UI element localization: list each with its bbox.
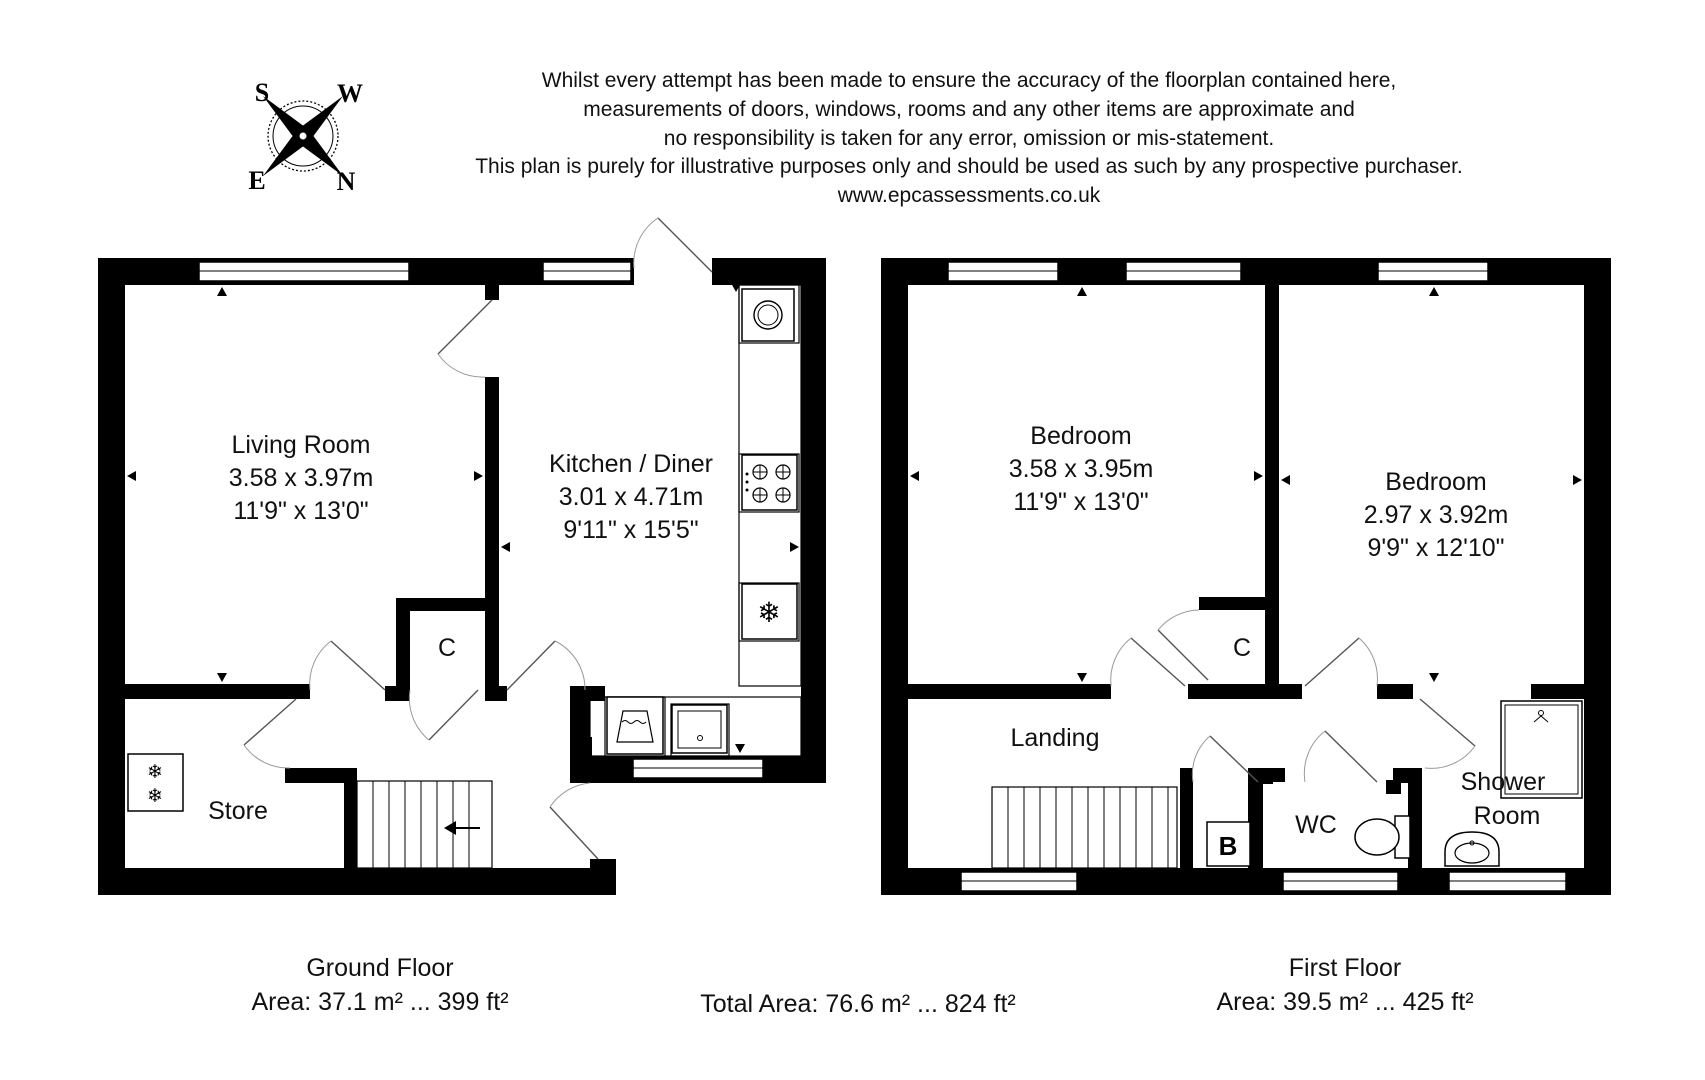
bedroom1-name: Bedroom (1030, 422, 1132, 450)
disclaimer-line-2: measurements of doors, windows, rooms and any other items are approximate and (583, 98, 1355, 121)
area-summary (251, 954, 1473, 1018)
ground-floor-plan (98, 218, 826, 895)
bedroom2-name: Bedroom (1385, 468, 1487, 496)
toilet-icon (1355, 816, 1410, 858)
store-label: Store (208, 797, 268, 825)
disclaimer (475, 69, 1463, 207)
first-floor-title: First Floor (1288, 954, 1402, 982)
compass-icon (248, 78, 363, 196)
bedroom2-metric: 2.97 x 3.92m (1363, 501, 1509, 529)
back-door-icon (550, 783, 598, 859)
first-floor-plan (881, 258, 1611, 895)
total-area: Total Area: 76.6 m² ... 824 ft² (700, 990, 1016, 1018)
disclaimer-line-3: no responsibility is taken for any error, omission or mis-statement. (663, 127, 1275, 150)
living-hall-door-icon (310, 641, 385, 690)
landing-label: Landing (1010, 724, 1100, 752)
compass-label-e: E (248, 166, 266, 195)
disclaimer-line-1: Whilst every attempt has been made to ensure the accuracy of the floorplan contained here, (541, 69, 1397, 92)
wash-basin-icon (1445, 832, 1499, 866)
svg-text:❄: ❄ (147, 761, 163, 783)
ground-floor-title: Ground Floor (306, 954, 454, 982)
living-room-metric: 3.58 x 3.97m (228, 464, 374, 492)
first-stairs-icon (992, 787, 1177, 868)
svg-text:❄: ❄ (147, 785, 163, 807)
shower-room-door-icon (1420, 699, 1475, 768)
compass-label-w: W (337, 79, 363, 108)
wc-door-icon (1304, 731, 1377, 782)
kitchen-hall-door-icon (507, 641, 585, 690)
kitchen-metric: 3.01 x 4.71m (558, 483, 704, 511)
shower-room-label-2: Room (1473, 802, 1541, 830)
hob-icon (742, 455, 797, 510)
cupboard-door-icon (409, 690, 478, 740)
living-room-imperial: 11'9" x 13'0" (233, 497, 369, 525)
washing-machine-icon (742, 289, 794, 341)
front-door-icon (634, 218, 712, 272)
first-floor-area: Area: 39.5 m² ... 425 ft² (1216, 988, 1474, 1016)
svg-text:❄: ❄ (757, 596, 781, 629)
boiler-label: B (1218, 831, 1238, 861)
disclaimer-website: www.epcassessments.co.uk (837, 184, 1101, 207)
fridge-freezer-icon (742, 584, 797, 639)
living-kitchen-door-icon (438, 300, 492, 377)
kitchen-sink-icon (672, 705, 727, 753)
bedroom2-door-icon (1305, 638, 1377, 686)
compass-label-n: N (336, 167, 356, 196)
wc-label: WC (1295, 811, 1337, 839)
bedroom2-imperial: 9'9" x 12'10" (1367, 534, 1505, 562)
dishwasher-icon (607, 697, 663, 754)
compass-label-s: S (254, 78, 270, 107)
first-cupboard-label: C (1232, 634, 1252, 662)
living-room-name: Living Room (231, 431, 371, 459)
shower-room-label-1: Shower (1460, 768, 1546, 796)
ground-floor-area: Area: 37.1 m² ... 399 ft² (251, 988, 509, 1016)
bedroom1-imperial: 11'9" x 13'0" (1013, 488, 1149, 516)
kitchen-imperial: 9'11" x 15'5" (563, 516, 699, 544)
ground-stairs-icon (357, 781, 492, 868)
ground-cupboard-label: C (437, 634, 457, 662)
bedroom1-metric: 3.58 x 3.95m (1008, 455, 1154, 483)
disclaimer-line-4: This plan is purely for illustrative purposes only and should be used as such by any prospective purchaser. (475, 155, 1463, 178)
store-freezer-icon (128, 754, 183, 811)
store-door-icon (244, 699, 296, 768)
kitchen-name: Kitchen / Diner (549, 450, 713, 478)
